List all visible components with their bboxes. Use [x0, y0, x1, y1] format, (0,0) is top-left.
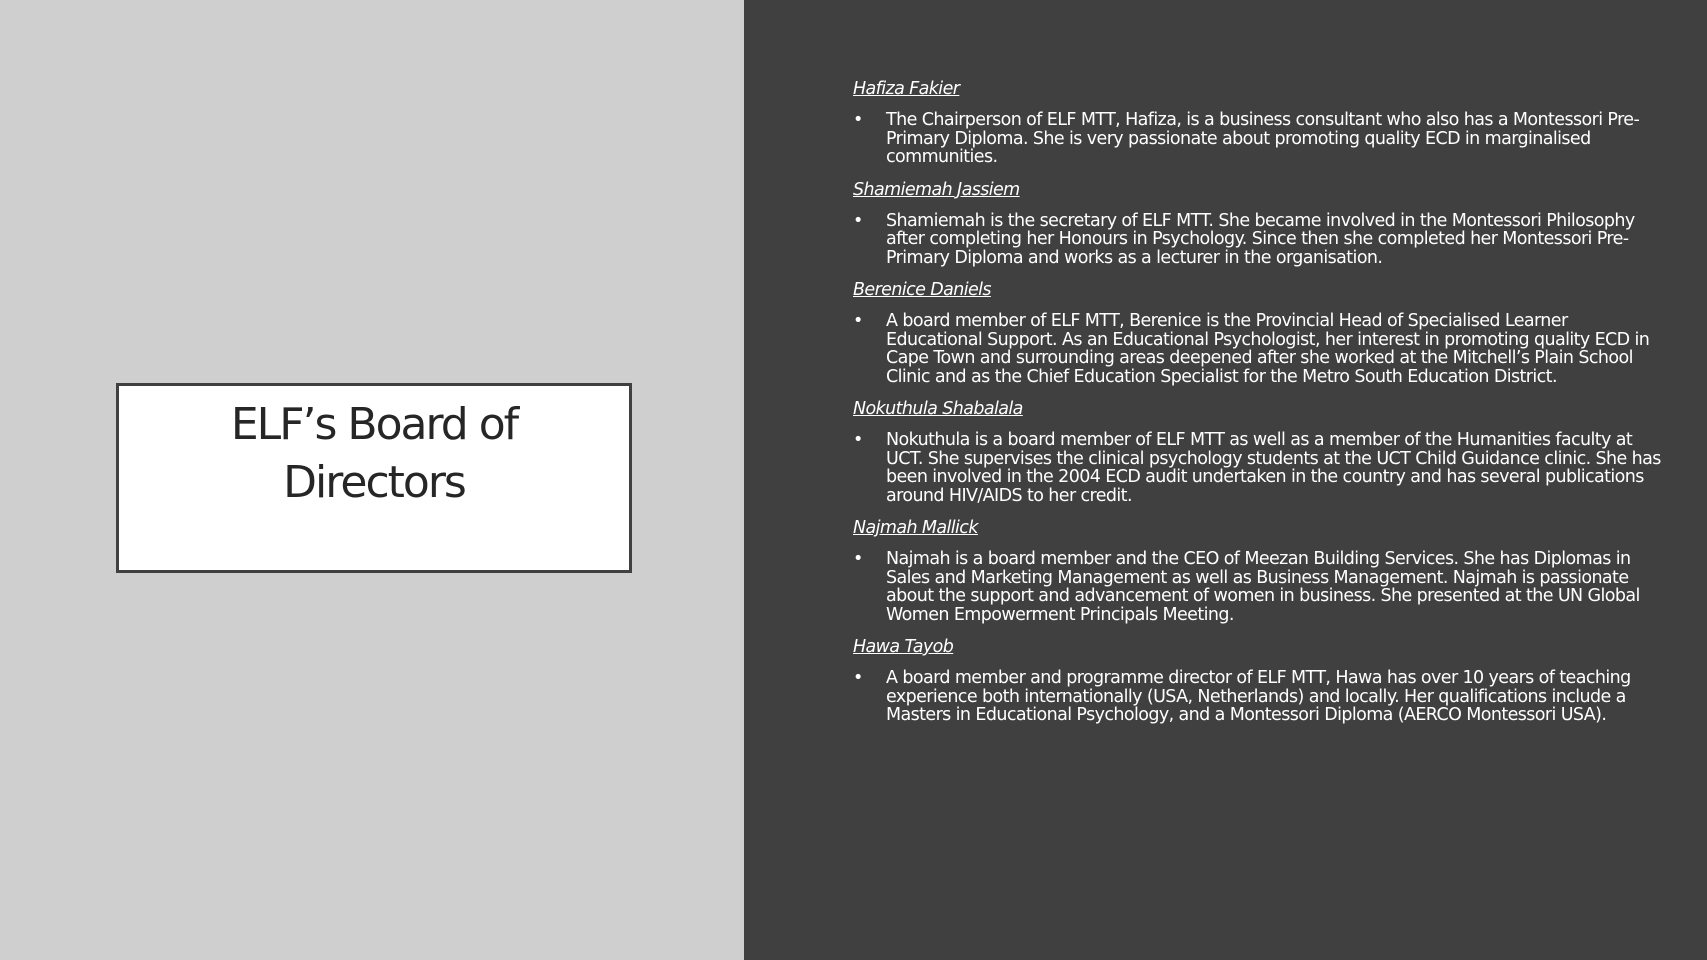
title-box	[116, 383, 632, 573]
directors-list	[853, 77, 1668, 736]
director-bullet-item	[853, 111, 1668, 167]
right-panel	[744, 0, 1707, 960]
director-description: The Chairperson of ELF MTT, Hafiza, is a business consultant who also has a Montessori Pre-Primary Diploma. She is very passionate about promoting quality ECD in marginalised communities.	[886, 110, 1640, 167]
bullet-icon: •	[853, 311, 864, 331]
director-name: Hafiza Fakier	[853, 79, 960, 99]
director-entry-nokuthula-shabalala	[853, 397, 1668, 505]
director-entry-hawa-tayob	[853, 635, 1668, 725]
director-name: Hawa Tayob	[853, 637, 954, 657]
bullet-icon: •	[853, 668, 864, 688]
director-description: Shamiemah is the secretary of ELF MTT. She became involved in the Montessori Philosophy after completing her Honours in Psychology. Since then she completed her Montessori Pre-Primary Diploma and works as a lecturer in the organisation.	[886, 210, 1635, 268]
director-description: A board member of ELF MTT, Berenice is the Provincial Head of Specialised Learner Educational Support. As an Educational Psychologist, her interest in promoting quality ECD in Cape Town and surrounding areas deepened after she worked at the Mitchell’s Plain School Clinic and as the Chief Education Specialist for the Metro South Education District.	[886, 311, 1650, 387]
director-entry-berenice-daniels	[853, 278, 1668, 386]
director-bullet-item	[853, 431, 1668, 505]
director-name: Nokuthula Shabalala	[853, 399, 1023, 419]
bullet-icon: •	[853, 430, 864, 450]
slide-title-line-1: ELF’s Board of	[230, 399, 518, 450]
director-entry-shamiemah-jassiem	[853, 178, 1668, 268]
director-description: Najmah is a board member and the CEO of Meezan Building Services. She has Diplomas in Sales and Marketing Management as well as Business Management. Najmah is passionate about the support and advancement of women in business. She presented at the UN Global Women Empowerment Principals Meeting.	[886, 549, 1640, 625]
bullet-icon: •	[853, 210, 864, 231]
director-name: Najmah Mallick	[853, 518, 978, 538]
slide-title	[119, 396, 629, 512]
director-bullet-item	[853, 669, 1668, 725]
bullet-icon: •	[853, 549, 864, 569]
director-description: Nokuthula is a board member of ELF MTT as well as a member of the Humanities faculty at UCT. She supervises the clinical psychology students at the UCT Child Guidance clinic. She has been involved in the 2004 ECD audit undertaken in the country and has several publications around HIV/AIDS to her credit.	[886, 430, 1661, 506]
director-description: A board member and programme director of ELF MTT, Hawa has over 10 years of teaching experience both internationally (USA, Netherlands) and locally. Her qualifications include a Masters in Educational Psychology, and a Montessori Diploma (AERCO Montessori USA).	[886, 668, 1631, 725]
director-bullet-item	[853, 212, 1668, 268]
slide-title-line-2: Directors	[283, 457, 465, 508]
director-bullet-item	[853, 550, 1668, 624]
director-name: Shamiemah Jassiem	[853, 179, 1020, 200]
director-bullet-item	[853, 312, 1668, 386]
bullet-icon: •	[853, 110, 864, 130]
director-entry-najmah-mallick	[853, 516, 1668, 624]
left-panel	[0, 0, 744, 960]
director-entry-hafiza-fakier	[853, 77, 1668, 167]
director-name: Berenice Daniels	[853, 280, 991, 300]
